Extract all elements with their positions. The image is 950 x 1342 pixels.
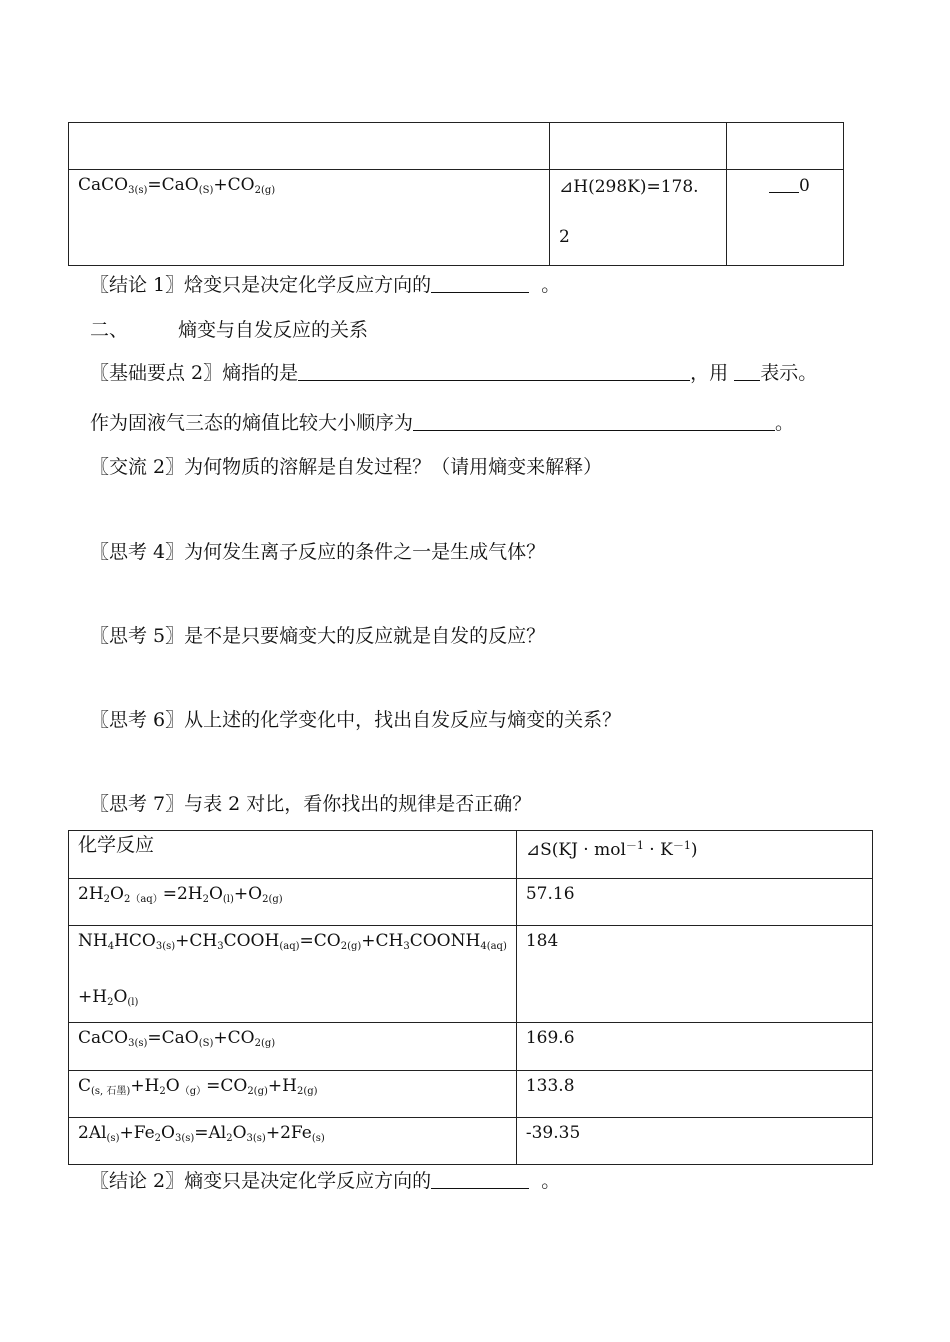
- enthalpy-table: [68, 122, 844, 266]
- entropy-value-cell: 184: [516, 926, 872, 1023]
- table-row: [69, 1023, 873, 1071]
- reaction-cell: $2Al_{(s)}+Fe_2O_{3(s)}=Al_2O_{3(s)}+2Fe_{(s)}$: [69, 1118, 517, 1165]
- table2-header-ds: ⊿S(KJ · $mol^{-1} \cdot K^{-1}$): [516, 831, 872, 879]
- table1-header-cell: [550, 123, 727, 170]
- sign-blank: 0: [727, 170, 843, 201]
- table-row: [69, 1118, 873, 1165]
- think-7: 〖思考 7〗与表 2 对比，看你找出的规律是否正确？: [90, 793, 532, 815]
- enthalpy-value: ⊿H(298K)=178. 2: [559, 177, 699, 247]
- table-row: [69, 926, 873, 1023]
- think-4: 〖思考 4〗为何发生离子反应的条件之一是生成气体？: [90, 541, 546, 563]
- table2-header-reaction: 化学反应: [69, 831, 517, 879]
- think-5: 〖思考 5〗是不是只要熵变大的反应就是自发的反应？: [90, 625, 546, 647]
- think-6: 〖思考 6〗从上述的化学变化中，找出自发反应与熵变的关系？: [90, 709, 622, 731]
- entropy-value-cell: -39.35: [516, 1118, 872, 1165]
- entropy-value-cell: 169.6: [516, 1023, 872, 1071]
- table1-header-cell: [727, 123, 844, 170]
- reaction-formula: $CaCO_{3(s)}=CaO_{(S)}+CO_{2(g)}$: [78, 175, 276, 196]
- entropy-value-cell: 57.16: [516, 879, 872, 926]
- table-row: [69, 879, 873, 926]
- table-row: [69, 1071, 873, 1118]
- table1-dh-cell: [550, 170, 727, 266]
- table1-reaction-cell: [69, 170, 550, 266]
- section-heading-2: 二、 熵变与自发反应的关系: [90, 319, 369, 341]
- table1-blank-cell: [727, 170, 844, 266]
- basic-point-2: 〖基础要点 2〗熵指的是 ，用 表示。: [90, 362, 818, 384]
- entropy-value-cell: 133.8: [516, 1071, 872, 1118]
- conclusion-1: 〖结论 1〗焓变只是决定化学反应方向的 。: [90, 274, 561, 296]
- exchange-2: 〖交流 2〗为何物质的溶解是自发过程？（请用熵变来解释）: [90, 456, 603, 478]
- reaction-cell: $C_{(s, 石墨)}+H_2O_{(g)}=CO_{2(g)}+H_{2(g)}$: [69, 1071, 517, 1118]
- entropy-order-line: 作为固液气三态的熵值比较大小顺序为 。: [90, 412, 795, 434]
- entropy-table: [68, 830, 873, 1165]
- table1-header-cell: [69, 123, 550, 170]
- reaction-cell: $CaCO_{3(s)}=CaO_{(S)}+CO_{2(g)}$: [69, 1023, 517, 1071]
- conclusion-2: 〖结论 2〗熵变只是决定化学反应方向的 。: [90, 1170, 561, 1192]
- reaction-cell: $2H_2O_{2(aq)}=2H_2O_{(l)}+O_{2(g)}$: [69, 879, 517, 926]
- reaction-cell: $NH_4HCO_{3(s)}+CH_3COOH_{(aq)}=CO_{2(g)}+CH_3COONH_{4(aq)}$ $+H_2O_{(l)}$: [69, 926, 517, 1023]
